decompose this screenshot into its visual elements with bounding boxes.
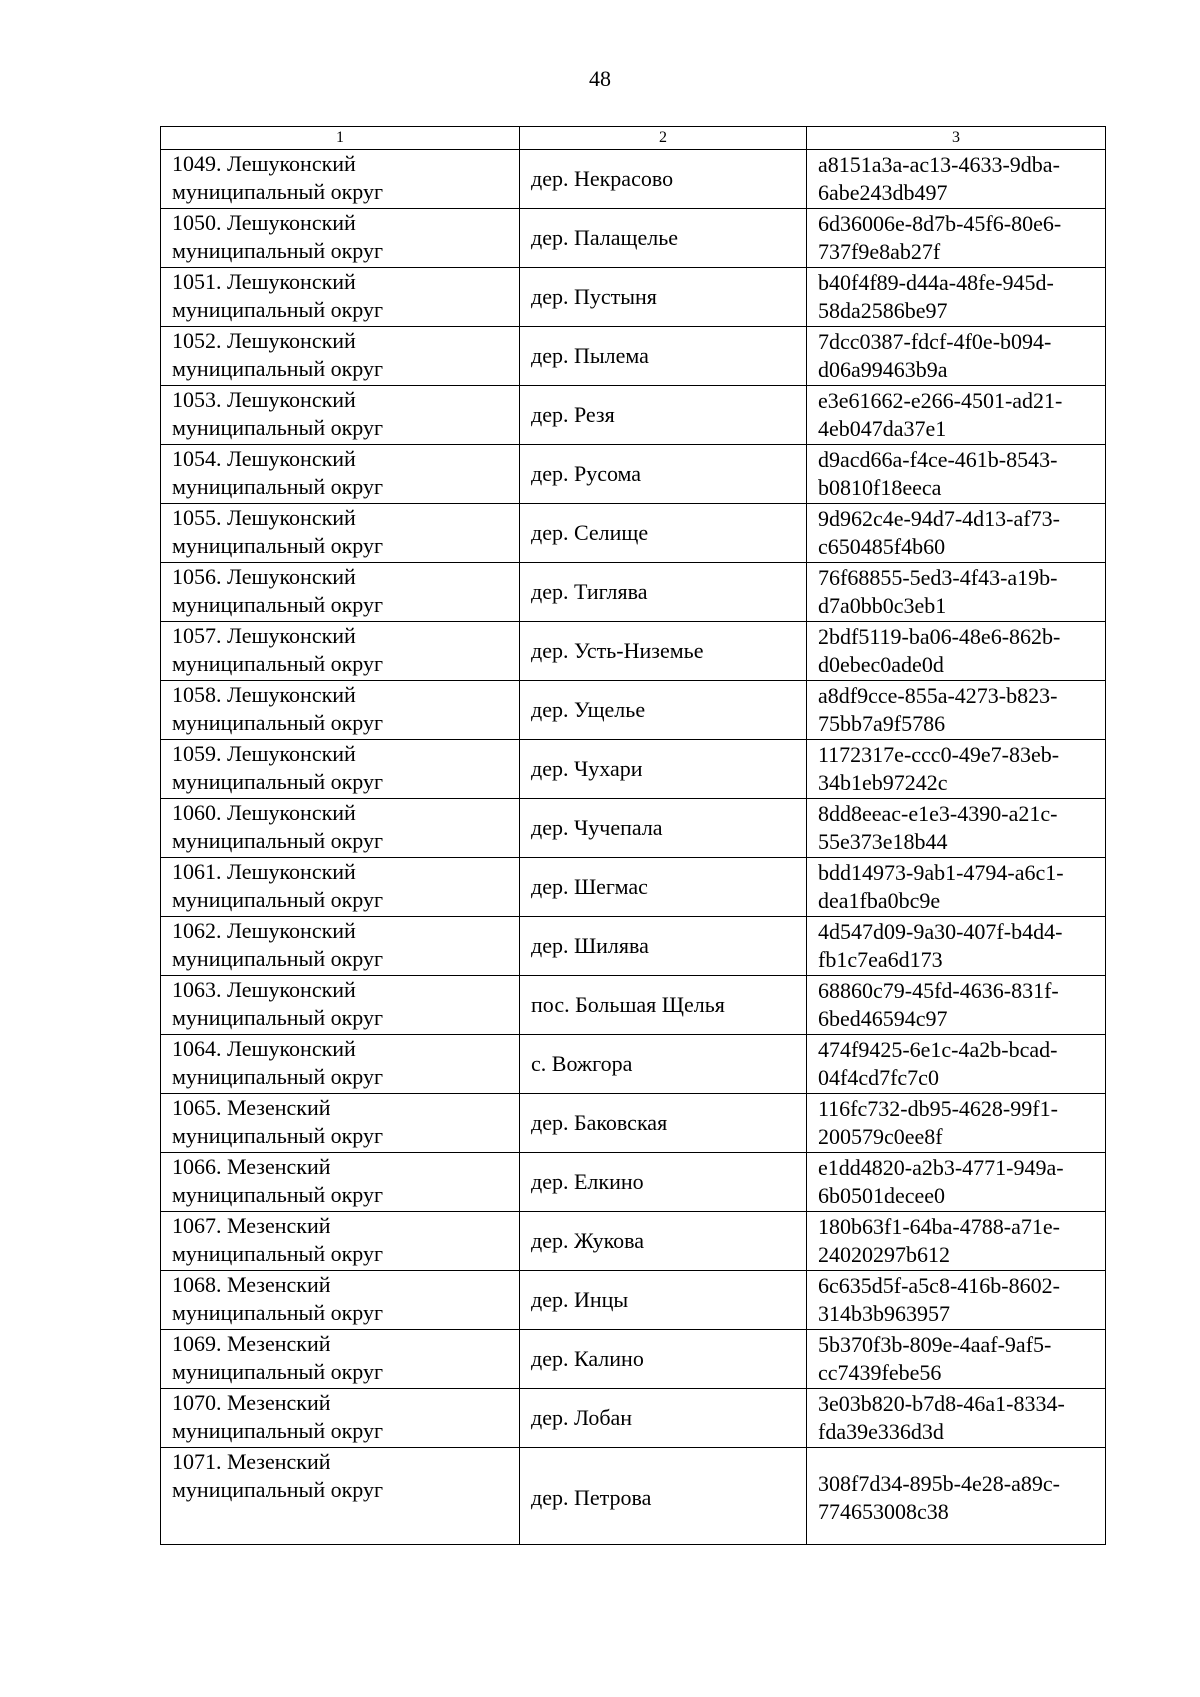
table-row	[161, 740, 1106, 799]
identifier-line-2: 774653008c38	[818, 1499, 949, 1524]
district-type: муниципальный округ	[172, 533, 384, 558]
identifier-line-1: d9acd66a-f4ce-461b-8543-	[818, 447, 1058, 472]
identifier-line-1: 3e03b820-b7d8-46a1-8334-	[818, 1391, 1065, 1416]
locality-cell: дер. Пустыня	[520, 268, 807, 327]
locality-cell: дер. Пылема	[520, 327, 807, 386]
identifier-line-1: 1172317e-ccc0-49e7-83eb-	[818, 742, 1060, 767]
locality-cell: дер. Калино	[520, 1330, 807, 1389]
locality-cell: дер. Елкино	[520, 1153, 807, 1212]
district-cell	[161, 1035, 520, 1094]
table-header	[161, 127, 1106, 150]
identifier-line-1: 474f9425-6e1c-4a2b-bcad-	[818, 1037, 1058, 1062]
district-cell	[161, 327, 520, 386]
district-cell	[161, 445, 520, 504]
identifier-cell	[807, 209, 1106, 268]
identifier-cell	[807, 268, 1106, 327]
identifier-line-2: 58da2586be97	[818, 298, 948, 323]
table-row	[161, 209, 1106, 268]
district-cell	[161, 1094, 520, 1153]
district-cell	[161, 799, 520, 858]
district-cell	[161, 1448, 520, 1545]
identifier-cell	[807, 563, 1106, 622]
identifier-line-2: 314b3b963957	[818, 1301, 950, 1326]
district-number-name: 1050. Лешуконский	[172, 210, 356, 235]
column-header-3: 3	[807, 127, 1106, 150]
district-type: муниципальный округ	[172, 1359, 384, 1384]
identifier-line-1: 6d36006e-8d7b-45f6-80e6-	[818, 211, 1062, 236]
table-row	[161, 1448, 1106, 1545]
identifier-cell	[807, 1094, 1106, 1153]
district-cell	[161, 976, 520, 1035]
identifier-cell	[807, 681, 1106, 740]
table-row	[161, 799, 1106, 858]
table-row	[161, 681, 1106, 740]
column-header-1: 1	[161, 127, 520, 150]
identifier-cell	[807, 445, 1106, 504]
identifier-cell	[807, 858, 1106, 917]
table-row	[161, 1212, 1106, 1271]
district-type: муниципальный округ	[172, 474, 384, 499]
district-number-name: 1071. Мезенский	[172, 1449, 331, 1474]
identifier-line-2: 55e373e18b44	[818, 829, 948, 854]
table-row	[161, 268, 1106, 327]
locality-cell: дер. Лобан	[520, 1389, 807, 1448]
district-number-name: 1066. Мезенский	[172, 1154, 331, 1179]
district-cell	[161, 1389, 520, 1448]
locality-cell: дер. Чухари	[520, 740, 807, 799]
district-cell	[161, 858, 520, 917]
district-type: муниципальный округ	[172, 828, 384, 853]
district-cell	[161, 1153, 520, 1212]
identifier-line-2: dea1fba0bc9e	[818, 888, 941, 913]
identifier-line-1: 8dd8eeac-e1e3-4390-a21c-	[818, 801, 1058, 826]
identifier-line-1: 116fc732-db95-4628-99f1-	[818, 1096, 1058, 1121]
identifier-cell	[807, 386, 1106, 445]
identifier-line-2: 6abe243db497	[818, 180, 948, 205]
identifier-line-1: 68860c79-45fd-4636-831f-	[818, 978, 1059, 1003]
district-type: муниципальный округ	[172, 1418, 384, 1443]
header-row	[161, 127, 1106, 150]
identifier-line-2: 6b0501decee0	[818, 1183, 946, 1208]
district-cell	[161, 681, 520, 740]
identifier-line-2: b0810f18eeca	[818, 475, 942, 500]
locality-cell: дер. Палащелье	[520, 209, 807, 268]
identifier-line-2: 737f9e8ab27f	[818, 239, 941, 264]
identifier-line-2: 34b1eb97242c	[818, 770, 948, 795]
district-number-name: 1055. Лешуконский	[172, 505, 356, 530]
identifier-cell	[807, 1153, 1106, 1212]
locality-cell: дер. Тиглява	[520, 563, 807, 622]
identifier-line-1: a8df9cce-855a-4273-b823-	[818, 683, 1058, 708]
identifier-line-1: e1dd4820-a2b3-4771-949a-	[818, 1155, 1064, 1180]
identifier-line-1: 76f68855-5ed3-4f43-a19b-	[818, 565, 1058, 590]
district-number-name: 1067. Мезенский	[172, 1213, 331, 1238]
district-type: муниципальный округ	[172, 1477, 384, 1502]
district-type: муниципальный округ	[172, 238, 384, 263]
locality-cell: дер. Селище	[520, 504, 807, 563]
district-number-name: 1069. Мезенский	[172, 1331, 331, 1356]
identifier-line-1: e3e61662-e266-4501-ad21-	[818, 388, 1063, 413]
identifier-cell	[807, 976, 1106, 1035]
identifier-line-1: bdd14973-9ab1-4794-a6c1-	[818, 860, 1064, 885]
identifier-cell	[807, 622, 1106, 681]
identifier-line-1: 9d962c4e-94d7-4d13-af73-	[818, 506, 1060, 531]
district-number-name: 1062. Лешуконский	[172, 918, 356, 943]
table-row	[161, 445, 1106, 504]
identifier-cell	[807, 1212, 1106, 1271]
locality-cell: дер. Русома	[520, 445, 807, 504]
identifier-line-2: d06a99463b9a	[818, 357, 948, 382]
locality-cell: дер. Резя	[520, 386, 807, 445]
table-row	[161, 1330, 1106, 1389]
district-cell	[161, 504, 520, 563]
district-number-name: 1051. Лешуконский	[172, 269, 356, 294]
identifier-line-1: 5b370f3b-809e-4aaf-9af5-	[818, 1332, 1052, 1357]
identifier-line-1: 7dcc0387-fdcf-4f0e-b094-	[818, 329, 1052, 354]
identifier-cell	[807, 1330, 1106, 1389]
district-cell	[161, 386, 520, 445]
table-row	[161, 976, 1106, 1035]
table-row	[161, 386, 1106, 445]
district-number-name: 1054. Лешуконский	[172, 446, 356, 471]
district-type: муниципальный округ	[172, 356, 384, 381]
district-cell	[161, 268, 520, 327]
district-number-name: 1049. Лешуконский	[172, 151, 356, 176]
district-number-name: 1070. Мезенский	[172, 1390, 331, 1415]
identifier-line-1: 4d547d09-9a30-407f-b4d4-	[818, 919, 1063, 944]
locality-cell: дер. Петрова	[520, 1448, 807, 1545]
identifier-line-2: c650485f4b60	[818, 534, 946, 559]
locality-cell: дер. Баковская	[520, 1094, 807, 1153]
district-cell	[161, 150, 520, 209]
district-number-name: 1057. Лешуконский	[172, 623, 356, 648]
identifier-line-2: 4eb047da37e1	[818, 416, 947, 441]
identifier-cell	[807, 1271, 1106, 1330]
identifier-cell	[807, 799, 1106, 858]
district-type: муниципальный округ	[172, 1005, 384, 1030]
identifier-cell	[807, 1389, 1106, 1448]
district-number-name: 1061. Лешуконский	[172, 859, 356, 884]
identifier-cell	[807, 504, 1106, 563]
district-type: муниципальный округ	[172, 1123, 384, 1148]
district-cell	[161, 917, 520, 976]
table-row	[161, 858, 1106, 917]
district-type: муниципальный округ	[172, 710, 384, 735]
identifier-cell	[807, 740, 1106, 799]
district-type: муниципальный округ	[172, 946, 384, 971]
locality-cell: дер. Шегмас	[520, 858, 807, 917]
locality-cell: дер. Некрасово	[520, 150, 807, 209]
district-number-name: 1065. Мезенский	[172, 1095, 331, 1120]
identifier-line-1: a8151a3a-ac13-4633-9dba-	[818, 152, 1060, 177]
locality-cell: дер. Ущелье	[520, 681, 807, 740]
identifier-cell	[807, 327, 1106, 386]
district-type: муниципальный округ	[172, 415, 384, 440]
district-cell	[161, 563, 520, 622]
district-number-name: 1068. Мезенский	[172, 1272, 331, 1297]
locality-cell: дер. Чучепала	[520, 799, 807, 858]
table-row	[161, 917, 1106, 976]
identifier-line-1: 308f7d34-895b-4e28-a89c-	[818, 1471, 1060, 1496]
table-row	[161, 1271, 1106, 1330]
district-number-name: 1060. Лешуконский	[172, 800, 356, 825]
district-number-name: 1064. Лешуконский	[172, 1036, 356, 1061]
district-type: муниципальный округ	[172, 1182, 384, 1207]
identifier-cell	[807, 1035, 1106, 1094]
identifier-line-2: 75bb7a9f5786	[818, 711, 946, 736]
district-type: муниципальный округ	[172, 1064, 384, 1089]
locality-cell: дер. Усть-Низемье	[520, 622, 807, 681]
table-row	[161, 504, 1106, 563]
district-type: муниципальный округ	[172, 887, 384, 912]
table-row	[161, 1153, 1106, 1212]
district-number-name: 1059. Лешуконский	[172, 741, 356, 766]
district-cell	[161, 1271, 520, 1330]
district-number-name: 1058. Лешуконский	[172, 682, 356, 707]
identifier-line-2: 6bed46594c97	[818, 1006, 948, 1031]
identifier-line-1: 180b63f1-64ba-4788-a71e-	[818, 1214, 1060, 1239]
table-row	[161, 1389, 1106, 1448]
district-cell	[161, 1212, 520, 1271]
identifier-cell	[807, 917, 1106, 976]
district-cell	[161, 209, 520, 268]
district-number-name: 1052. Лешуконский	[172, 328, 356, 353]
document-table	[160, 126, 1106, 1545]
column-header-2: 2	[520, 127, 807, 150]
district-type: муниципальный округ	[172, 1241, 384, 1266]
district-cell	[161, 1330, 520, 1389]
district-type: муниципальный округ	[172, 179, 384, 204]
district-type: муниципальный округ	[172, 651, 384, 676]
table-row	[161, 1094, 1106, 1153]
district-type: муниципальный округ	[172, 1300, 384, 1325]
locality-cell: с. Вожгора	[520, 1035, 807, 1094]
table-row	[161, 622, 1106, 681]
district-type: муниципальный округ	[172, 769, 384, 794]
table-row	[161, 1035, 1106, 1094]
identifier-line-2: 24020297b612	[818, 1242, 950, 1267]
district-number-name: 1053. Лешуконский	[172, 387, 356, 412]
identifier-line-1: 2bdf5119-ba06-48e6-862b-	[818, 624, 1061, 649]
district-number-name: 1056. Лешуконский	[172, 564, 356, 589]
identifier-line-1: b40f4f89-d44a-48fe-945d-	[818, 270, 1054, 295]
locality-cell: пос. Большая Щелья	[520, 976, 807, 1035]
identifier-line-2: fda39e336d3d	[818, 1419, 944, 1444]
page-number: 48	[589, 66, 611, 91]
district-cell	[161, 740, 520, 799]
identifier-cell	[807, 150, 1106, 209]
identifier-line-1: 6c635d5f-a5c8-416b-8602-	[818, 1273, 1060, 1298]
identifier-line-2: d0ebec0ade0d	[818, 652, 944, 677]
district-type: муниципальный округ	[172, 297, 384, 322]
identifier-line-2: fb1c7ea6d173	[818, 947, 943, 972]
district-type: муниципальный округ	[172, 592, 384, 617]
identifier-line-2: cc7439febe56	[818, 1360, 942, 1385]
table-row	[161, 327, 1106, 386]
identifier-line-2: 200579c0ee8f	[818, 1124, 943, 1149]
table-row	[161, 150, 1106, 209]
table-row	[161, 563, 1106, 622]
table-body	[161, 150, 1106, 1545]
identifier-line-2: d7a0bb0c3eb1	[818, 593, 947, 618]
district-cell	[161, 622, 520, 681]
district-number-name: 1063. Лешуконский	[172, 977, 356, 1002]
identifier-cell	[807, 1448, 1106, 1545]
locality-cell: дер. Жукова	[520, 1212, 807, 1271]
locality-cell: дер. Шилява	[520, 917, 807, 976]
locality-cell: дер. Инцы	[520, 1271, 807, 1330]
identifier-line-2: 04f4cd7fc7c0	[818, 1065, 939, 1090]
